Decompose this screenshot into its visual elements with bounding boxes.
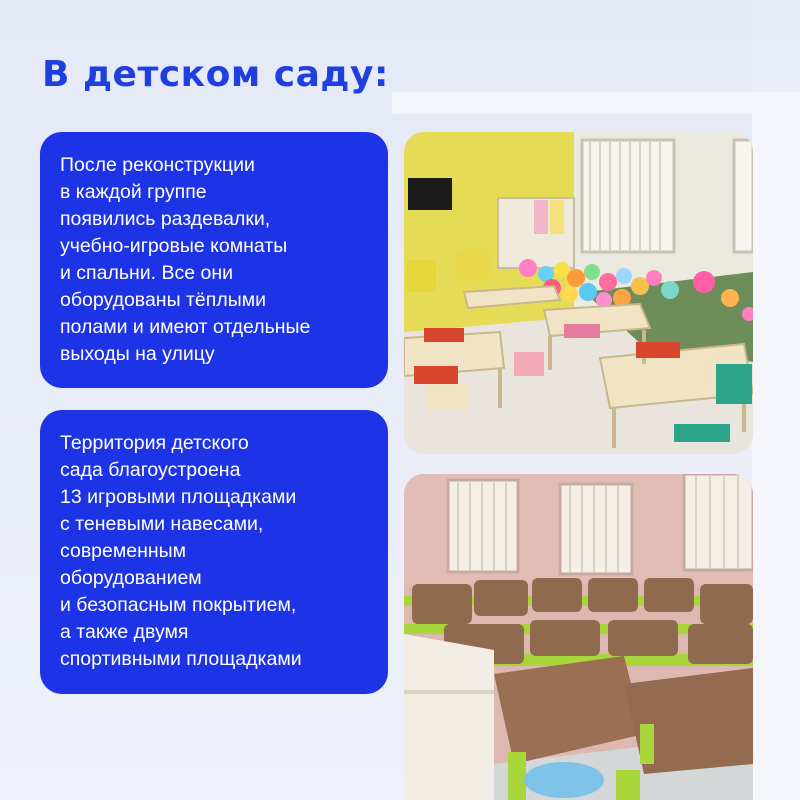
card-text-line: полами и имеют отдельные [60, 316, 311, 338]
card-text-line: и спальни. Все они [60, 262, 234, 284]
card-text-line: с теневыми навесами, [60, 513, 264, 535]
playroom-photo [404, 132, 753, 454]
card-text-line: спортивными площадками [60, 648, 302, 670]
card-text-line: оборудованием [60, 567, 202, 589]
card-text-line: и безопасным покрытием, [60, 594, 297, 616]
card-text-line: появились раздевалки, [60, 208, 271, 230]
card-text-line: Территория детского [60, 432, 249, 454]
card-text-line: а также двумя [60, 621, 189, 643]
bedroom-illustration [404, 474, 753, 800]
info-card-renovation [40, 132, 388, 388]
card-text-line: в каждой группе [60, 181, 207, 203]
background-right-strip [752, 92, 800, 800]
info-card-territory [40, 410, 388, 694]
card-text-line: учебно-игровые комнаты [60, 235, 288, 257]
bedroom-photo [404, 474, 753, 800]
card-text-line: оборудованы тёплыми [60, 289, 267, 311]
page-title: В детском саду: [42, 54, 389, 95]
card-text-line: сада благоустроена [60, 459, 241, 481]
card-text-line: современным [60, 540, 187, 562]
playroom-illustration [404, 132, 753, 454]
card-text-line: выходы на улицу [60, 343, 215, 365]
card-text-line: 13 игровыми площадками [60, 486, 297, 508]
card-text-line: После реконструкции [60, 154, 255, 176]
